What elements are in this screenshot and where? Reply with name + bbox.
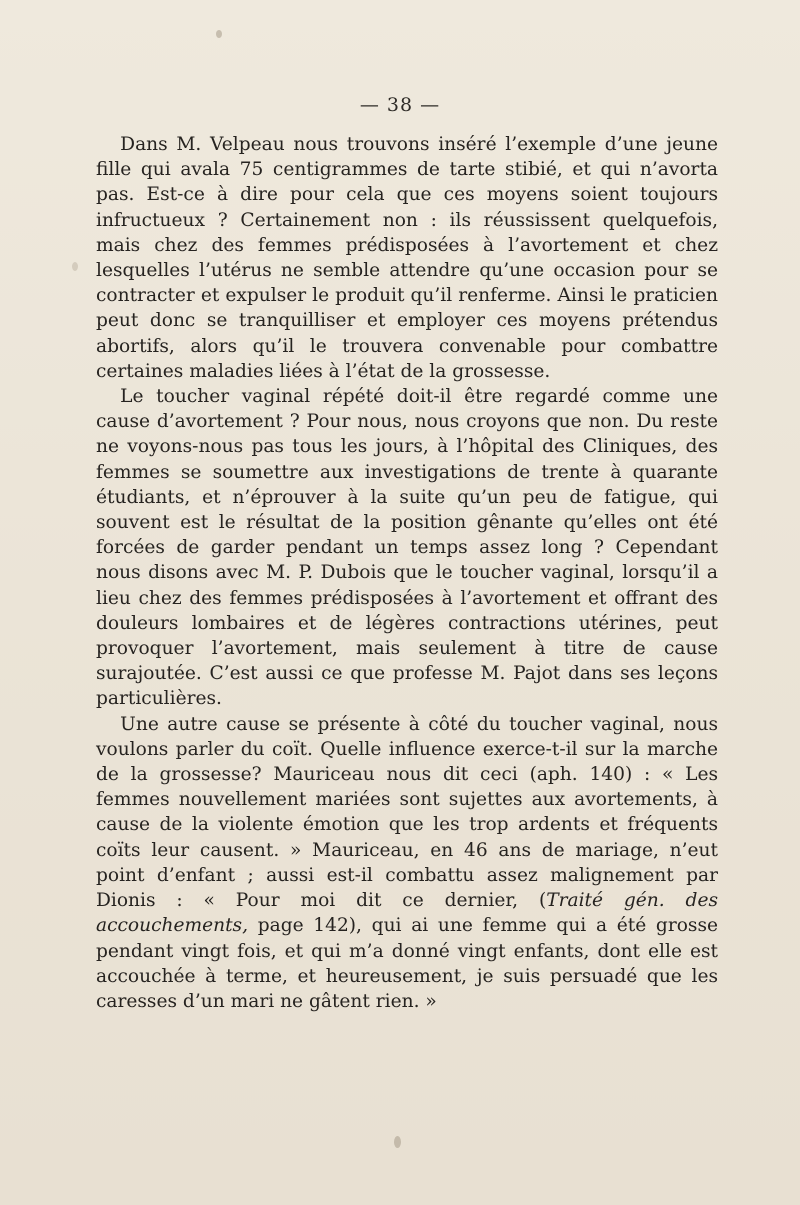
paper-stain — [394, 1136, 401, 1148]
paper-stain — [216, 30, 222, 38]
paragraph-1: Dans M. Velpeau nous trouvons inséré l’exemple d’une jeune fille qui avala 75 centigrammes de tarte stibié, et qui n’avorta pas. Est-ce à dire pour cela que ces moyens soient toujours infructueux ? Certainement non : ils réussissent quelquefois, mais chez des femmes prédisposées à l’avortement et chez lesquelles l’utérus ne semble attendre qu’une occasion pour se contracter et expulser le produit qu’il renferme. Ainsi le praticien peut donc se tranquilliser et employer ces moyens prétendus abortifs, alors qu’il le trouvera convenable pour combattre certaines maladies liées à l’état de la grossesse. — [96, 134, 718, 382]
book-title-citation: Traité gén. des accouchements, — [96, 890, 719, 937]
body-text — [96, 132, 718, 1014]
paragraph-3 — [96, 712, 718, 1014]
paragraph-3-text-before: Une autre cause se présente à côté du toucher vaginal, nous voulons parler du coït. Quelle influence exerce-t-il sur la marche de la grossesse? Mauriceau nous dit ceci (aph. 140) : « Les femmes nouvellement mariées sont sujettes aux avortements, à cause de la violente émotion que les trop ardents et fréquents coïts leur causent. » Mauriceau, en 46 ans de mariage, n’eut point d’enfant ; aussi est-il combattu assez malignement par Dionis : « Pour moi dit ce dernier, ( — [96, 713, 718, 912]
paragraph-3-text-after: page 142), qui ai une femme qui a été grosse pendant vingt fois, et qui m’a donné vingt enfants, dont elle est accouchée à terme, et heureusement, je suis persuadé que les caresses d’un mari ne gâtent rien. » — [96, 915, 718, 1012]
paper-stain — [72, 262, 78, 271]
paragraph-2: Le toucher vaginal répété doit-il être regardé comme une cause d’avortement ? Pour nous, nous croyons que non. Du reste ne voyons-nous pas tous les jours, à l’hôpital des Cliniques, des femmes se soumettre aux investigations de trente à quarante étudiants, et n’éprouver à la suite qu’un peu de fatigue, qui souvent est le résultat de la position gênante qu’elles ont été forcées de garder pendant un temps assez long ? Cependant nous disons avec M. P. Dubois que le toucher vaginal, lorsqu’il a lieu chez des femmes prédisposées à l’avortement et offrant des douleurs lombaires et de légères contractions utérines, peut provoquer l’avortement, mais seulement à titre de cause surajoutée. C’est aussi ce que professe M. Pajot dans ses leçons particulières. — [96, 386, 718, 710]
page-number: — 38 — — [359, 94, 441, 116]
